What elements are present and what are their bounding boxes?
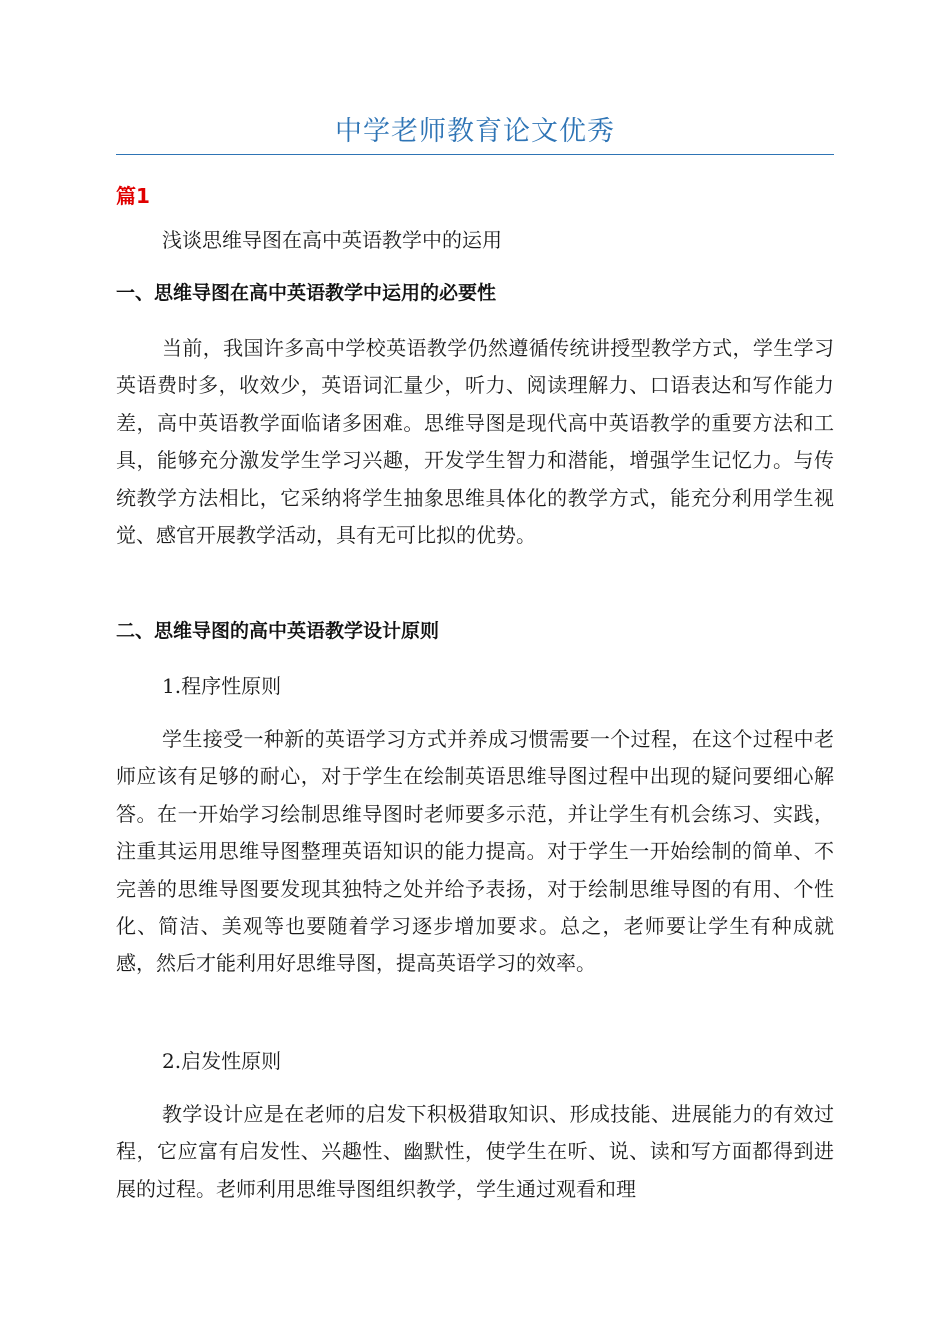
article-subtitle: 浅谈思维导图在高中英语教学中的运用 [162, 228, 502, 252]
list-item-1: 1.程序性原则 [162, 674, 282, 698]
paragraph-1: 当前，我国许多高中学校英语教学仍然遵循传统讲授型教学方式，学生学习英语费时多，收效少，英语词汇量少，听力、阅读理解力、口语表达和写作能力差，高中英语教学面临诸多困难。思维导图是现代高中英语教学的重要方法和工具，能够充分激发学生学习兴趣，开发学生智力和潜能，增强学生记忆力。与传统教学方法相比，它采纳将学生抽象思维具体化的教学方式，能充分利用学生视觉、感官开展教学活动，具有无可比拟的优势。 [116, 336, 834, 548]
document-title: 中学老师教育论文优秀 [335, 116, 615, 147]
heading-1: 一、思维导图在高中英语教学中运用的必要性 [116, 282, 497, 304]
heading-2: 二、思维导图的高中英语教学设计原则 [116, 620, 440, 642]
paragraph-2: 学生接受一种新的英语学习方式并养成习惯需要一个过程，在这个过程中老师应该有足够的耐心，对于学生在绘制英语思维导图过程中出现的疑问要细心解答。在一开始学习绘制思维导图时老师要多示范，并让学生有机会练习、实践，注重其运用思维导图整理英语知识的能力提高。对于学生一开始绘制的简单、不完善的思维导图要发现其独特之处并给予表扬，对于绘制思维导图的有用、个性化、简洁、美观等也要随着学习逐步增加要求。总之，老师要让学生有种成就感，然后才能利用好思维导图，提高英语学习的效率。 [116, 727, 834, 976]
paragraph-3: 教学设计应是在老师的启发下积极猎取知识、形成技能、进展能力的有效过程，它应富有启发性、兴趣性、幽默性，使学生在听、说、读和写方面都得到进展的过程。老师利用思维导图组织教学，学生通过观看和理 [116, 1102, 834, 1201]
section-label: 篇1 [116, 184, 150, 208]
list-item-2: 2.启发性原则 [162, 1049, 282, 1073]
title-underline [116, 154, 834, 155]
